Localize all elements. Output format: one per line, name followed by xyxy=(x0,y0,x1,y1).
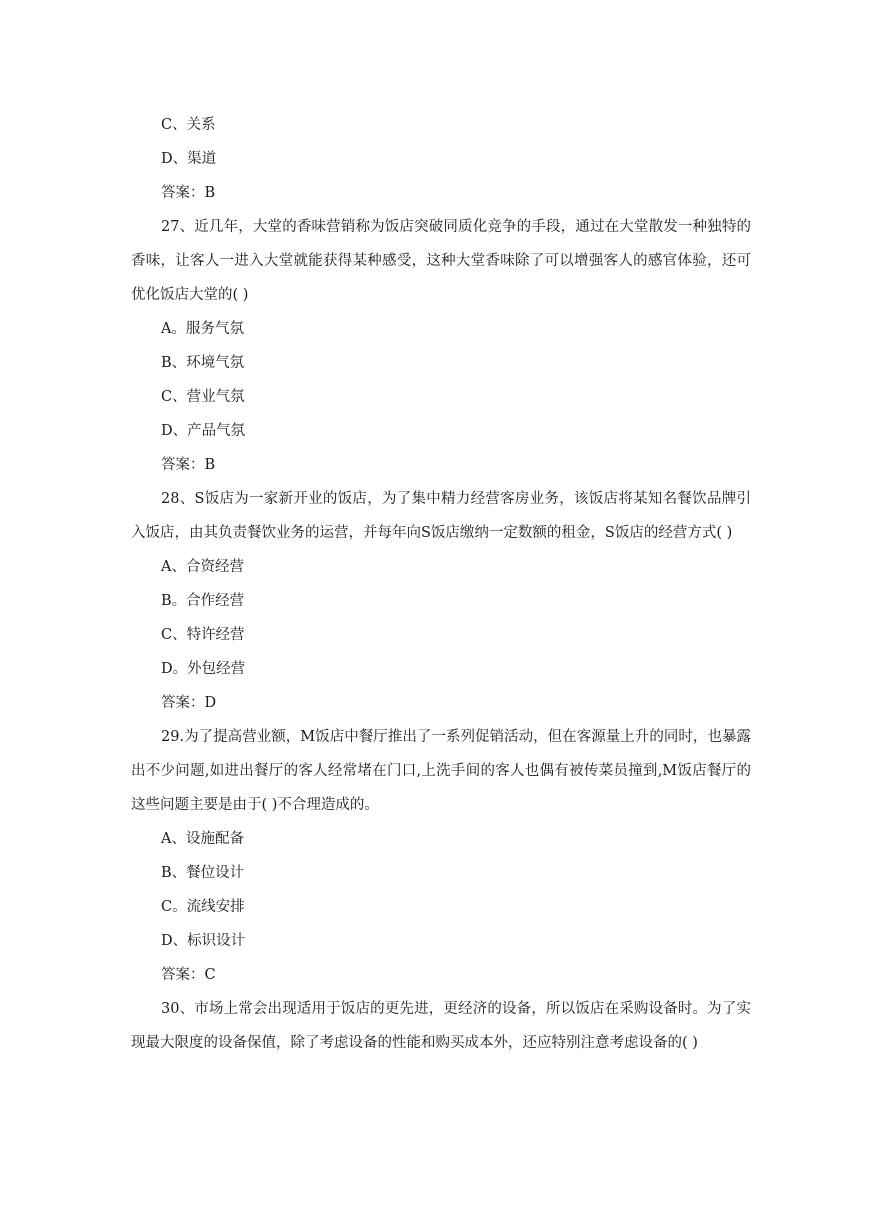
question-29: 29.为了提高营业额，M饭店中餐厅推出了一系列促销活动，但在客源量上升的同时，也暴露出不少问题,如进出餐厅的客人经常堵在门口,上洗手间的客人也偶有被传菜员撞到,M饭店餐厅的这些问题主要是由于( )不合理造成的。 xyxy=(131,729,751,813)
option-a: A、合资经营 xyxy=(161,559,244,575)
option-d: D、标识设计 xyxy=(161,933,246,949)
answer: 答案：C xyxy=(161,967,216,983)
option-b: B。合作经营 xyxy=(161,593,245,609)
question-30: 30、市场上常会出现适用于饭店的更先进，更经济的设备，所以饭店在采购设备时。为了实现最大限度的设备保值，除了考虑设备的性能和购买成本外，还应特别注意考虑设备的( ) xyxy=(131,1001,751,1051)
option-b: B、餐位设计 xyxy=(161,865,245,881)
question-27: 27、近几年，大堂的香味营销称为饭店突破同质化竞争的手段，通过在大堂散发一种独特的香味，让客人一进入大堂就能获得某种感受，这种大堂香味除了可以增强客人的感官体验，还可优化饭店大堂的( ) xyxy=(131,219,751,303)
question-28: 28、S饭店为一家新开业的饭店，为了集中精力经营客房业务，该饭店将某知名餐饮品牌引入饭店，由其负责餐饮业务的运营，并每年向S饭店缴纳一定数额的租金，S饭店的经营方式( ) xyxy=(131,491,751,541)
answer: 答案：B xyxy=(161,457,216,473)
option-d: D。外包经营 xyxy=(161,661,246,677)
option-d: D、渠道 xyxy=(161,151,217,167)
answer: 答案：B xyxy=(161,185,216,201)
option-b: B、环境气氛 xyxy=(161,355,245,371)
document-body xyxy=(131,108,751,1060)
option-c: C。流线安排 xyxy=(161,899,245,915)
option-a: A。服务气氛 xyxy=(161,321,244,337)
option-c: C、关系 xyxy=(161,117,216,133)
option-a: A、设施配备 xyxy=(161,831,244,847)
option-c: C、营业气氛 xyxy=(161,389,245,405)
answer: 答案：D xyxy=(161,695,217,711)
option-d: D、产品气氛 xyxy=(161,423,246,439)
option-c: C、特许经营 xyxy=(161,627,245,643)
